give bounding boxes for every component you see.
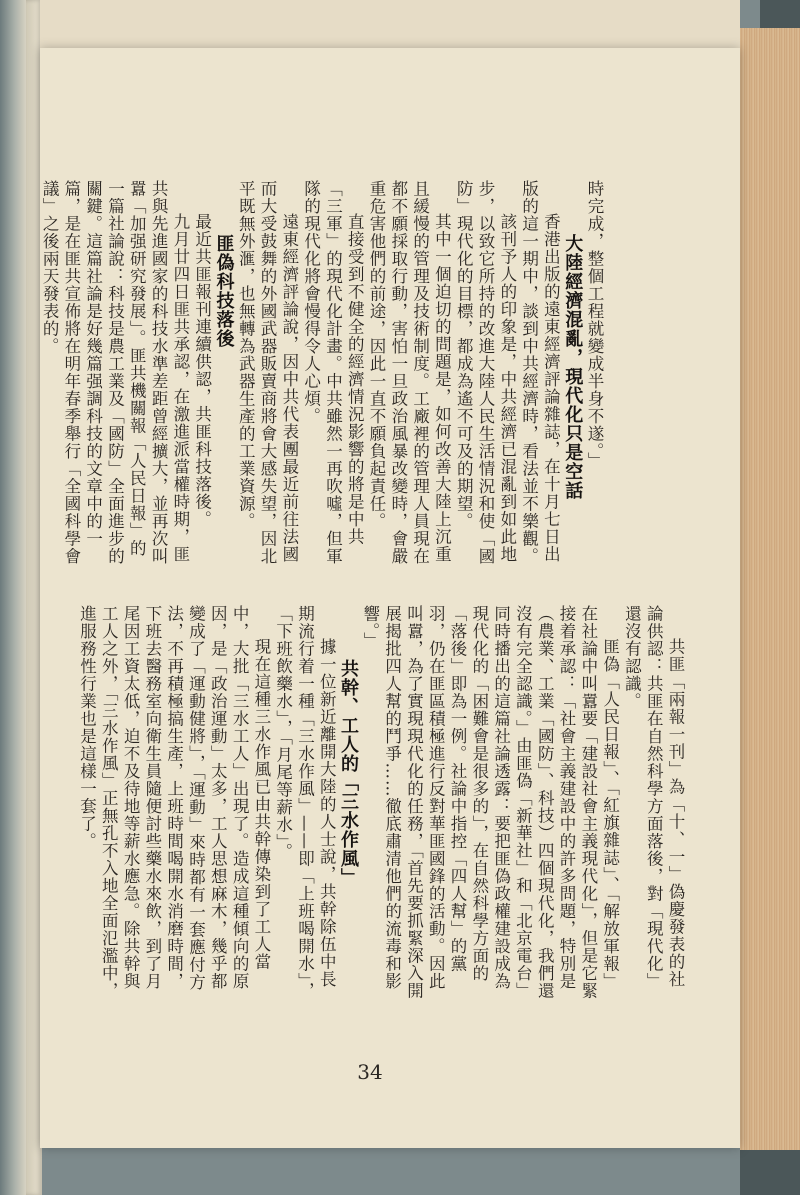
paragraph: 其中一個迫切的問題是，如何改善大陸上沉重且緩慢的管理及技術制度。工廠裡的管理人員現在都不願採取行動，害怕一旦政治風暴改變時，會嚴重危害他們的前途，因此一直不願負起責任。 [367,180,452,565]
paragraph: 現在這種三水作風已由共幹傳染到了工人當中，大批「三水工人」出現了。造成這種傾向的原因，是「政治運動」太多，工人思想麻木，幾乎都變成了「運動健將」，「運動」來時都有一套應付方法，不再積極搞生產，上班時間喝開水消磨時間，下班去醫務室向衛生員隨便討些藥水來飲，到了月尾因工資太低，迫不及待地等薪水應急。除共幹與工人之外，「三水作風」正無孔不入地全面氾濫中，進服務性行業也是這樣一套了。 [77,605,271,1000]
section-heading: 共幹、工人的「三水作風」 [338,659,360,887]
binding-cover-bottom [740,1150,800,1195]
page-top-margin [40,0,740,48]
paragraph: 據一位新近離開大陸的人士說，共幹除伍中長期流行着一種「三水作風」——即「上班喝開水」，「下班飲藥水」，「月尾等薪水」。 [273,605,337,1000]
paragraph: 共匪「兩報一刊」為「十、一」偽慶發表的社論供認：共匪在自然科學方面落後，對「現代化」還沒有認識。 [622,605,685,990]
paragraph: 最近共匪報刊連續供認，共匪科技落後。 [192,213,212,528]
bottom-text-column [77,605,686,1000]
paragraph: 匪偽「人民日報」、「紅旗雜誌」、「解放軍報」在社論中叫囂要「建設社會主義現代化」，但是它緊接着承認：「社會主義建設中的許多問題，特別是（農業、工業「國防」、科技）四個現代化，我們還沒有完全認識。」由匪偽「新華社」和「北京電台」同時播出的這篇社論透露：要把匪偽政權建設成為現代化的「困難會是很多的」，在自然科學方面的「落後」即為一例。社論中指控「四人幫」的黨羽，仍在匪區積極進行反對華匪國鋒的活動。因此叫囂，為了實現現代化的任務，「首先要抓緊深入開展揭批四人幫的鬥爭……徹底肅清他們的流毒和影響。」 [360,605,620,1000]
section-heading: 匪偽科技落後 [213,234,235,348]
paragraph: 時完成，整個工程就變成半身不遂。」 [585,180,604,470]
paragraph: 該刊予人的印象是，中共經濟已混亂到如此地步，以致它所持的改進大陸人民生活情況和使「國防」現代化的目標，都成為遙不可及的期望。 [454,180,517,565]
paragraph: 九月廿四日匪共承認，在激進派當權時期，匪共與先進國家的科技水準差距曾經擴大，並再次叫囂「加强研究發展」。匪共機關報「人民日報」的一篇社論說：科技是農工業及「國防」全面進步的關鍵。這篇社論是好幾篇强調科技的文章中的一篇，是在匪共宣佈將在明年春季舉行「全國科學會議」之後兩天發表的。 [40,180,190,565]
paragraph: 直接受到不健全的經濟情況影響的將是中共「三軍」的現代化計畫。中共雖然一再吹噓，但軍隊的現代化將會慢得令人心煩。 [301,180,365,565]
paragraph: 香港出版的遠東經濟評論雜誌，在十月七日出版的這一期中，談到中共經濟時，看法並不樂觀。 [519,180,561,565]
facing-page-edge [0,0,26,1195]
section-heading: 大陸經濟混亂，現代化只是空話 [562,234,584,500]
top-text-column [40,180,605,565]
page-stack-edge [740,28,800,1168]
paragraph: 遠東經濟評論說，因中共代表團最近前往法國而大受鼓舞的外國武器販賣商將會大感失望，因北平既無外滙，也無轉為武器生產的工業資源。 [236,180,299,565]
page-number: 34 [357,1060,383,1084]
